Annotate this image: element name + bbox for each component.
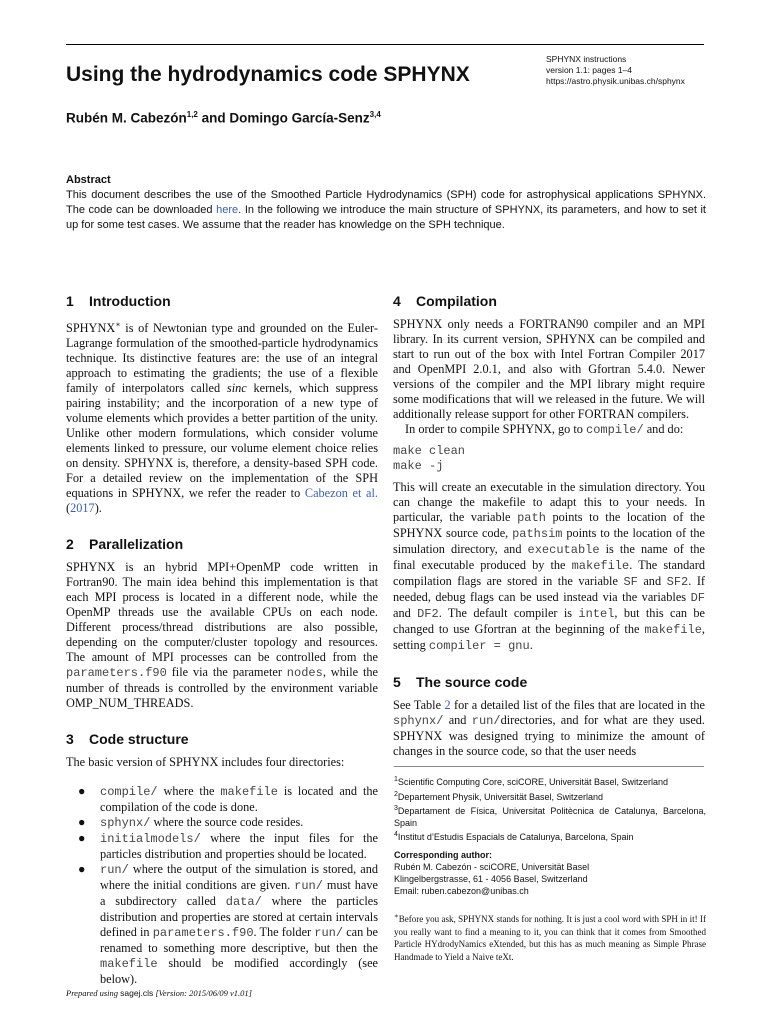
list-item: ● sphynx/ where the source code resides. [78, 815, 304, 831]
left-column [66, 294, 378, 987]
author-name: and Domingo García-Senz [197, 110, 370, 126]
affiliation: $^4$Institut d’Estudis Espacials de Catalunya, Barcelona, Spain [394, 831, 634, 842]
command-line: make clean [393, 444, 466, 458]
top-rule [66, 44, 704, 45]
structure-intro: The basic version of SPHYNX includes four directories: [66, 755, 345, 770]
abstract-body: This document describes the use of the Smoothed Particle Hydrodynamics (SPH) code for astrophysical applications SPHYNX. The code can be downloaded here. In the following we introduce the main structure of SPHYNX, its parameters, and how to set it up for some test cases. We assume that the reader has knowledge on the SPH technique. [66, 189, 706, 231]
corresponding-heading: Corresponding author: [394, 850, 492, 860]
corresponding-email[interactable]: Email: ruben.cabezon@unibas.ch [394, 886, 529, 896]
meta-line: SPHYNX instructions [546, 54, 627, 64]
affiliation: $^2$Departement Physik, Universität Basel, Switzerland [394, 790, 603, 802]
prepared-using-note: Prepared using sagej.cls [Version: 2015/06/09 v1.01] [66, 988, 252, 998]
parallel-paragraph: SPHYNX is an hybrid MPI+OpenMP code written in Fortran90. The main idea behind this implementation is that each MPI process is located in a different node, while the OpenMP threads use the available CPUs on each node. Different process/thread distributions are also possible, depending on the computer/cluster topology and resources. The amount of MPI processes can be controlled from the parameters.f90 file via the parameter nodes, while the number of threads is controlled by the environment variable OMP_NUM_THREADS. [66, 560, 378, 711]
download-link[interactable]: here [216, 204, 239, 216]
command-block [393, 444, 705, 474]
footnote: ∗Before you ask, SPHYNX stands for nothing. It is just a cool word with SPH in it! If you really want to find a meaning to it, you can think that it comes from Smoothed Particle HYdrodyNamics eXtended, but this has as much meaning as Simple Phrase Handmade to Yield a Naive teXt. [394, 912, 706, 962]
list-item: ● compile/ where the makefile is located and the compilation of the code is done. [78, 784, 378, 815]
corresponding-line: Rubén M. Cabezón - sciCORE, Universität Basel [394, 862, 590, 872]
author-list [66, 110, 381, 126]
affiliation: $^3$Departament de Física, Universitat Politècnica de Catalunya, Barcelona, Spain [394, 805, 706, 828]
intro-paragraph: SPHYNX∗ is of Newtonian type and grounded on the Euler-Lagrange formulation of the smoothed-particle hydrodynamics technique. Its distinctive features are: the use of an integral approach to estimating the gradients; the use of a flexible family of interpolators called sinc kernels, which suppress pairing instability; and the incorporation of a new type of volume elements which provides a better partition of the unity. Unlike other modern formulations, which consider volume elements linked to pressure, our volume element choice relies on density. SPHYNX is, therefore, a density-based SPH code. For a detailed review on the implementation of the SPH equations in SPHYNX, we refer the reader to Cabezon et al. (2017). [66, 320, 378, 516]
compilation-paragraph: SPHYNX only needs a FORTRAN90 compiler and an MPI library. In its current version, SPHYNX can be compiled and start to run out of the box with Intel Fortran Compiler 2017 and OpenMPI 2.0.1, and also with Gfortran 5.4.0. Newer versions of the compiler and the MPI library might require some modifications that will we released in the future. We will additionally release support for other FORTRAN compilers. [393, 317, 705, 421]
author-name: Rubén M. Cabezón [66, 110, 187, 126]
source-paragraph: See Table 2 for a detailed list of the files that are located in the sphynx/ and run/directories, and for what are they used. SPHYNX was designed trying to minimize the amount of changes in the source code, so that the user needs [393, 698, 706, 758]
section-heading-compilation: 4 Compilation [393, 293, 497, 309]
section-heading-parallelization: 2 Parallelization [66, 536, 184, 553]
affiliation: $^1$Scientific Computing Core, sciCORE, Universität Basel, Switzerland [394, 776, 669, 787]
paper-title: Using the hydrodynamics code SPHYNX [66, 63, 470, 86]
author-affil-sup: 3,4 [369, 110, 381, 119]
section-heading-introduction: 1 Introduction [66, 293, 171, 309]
command-line: make -j [393, 459, 444, 473]
citation-year-link[interactable]: 2017 [70, 501, 95, 516]
corresponding-author [394, 849, 706, 897]
compilation-paragraph: This will create an executable in the simulation directory. You can change the makefile to adapt this to your needs. In particular, the variable path points to the location of the SPHYNX source code, pathsim points to the location of the simulation directory, and executable is the name of the final executable produced by the makefile. The standard compilation flags are stored in the variable SF and SF2. If needed, debug flags can be used instead via the variables DF and DF2. The default compiler is intel, but this can be changed to use Gfortran at the beginning of the makefile, setting compiler = gnu. [393, 480, 706, 653]
directory-list [66, 784, 378, 987]
citation-link[interactable]: Cabezon et al. [304, 486, 378, 501]
author-affil-sup: 1,2 [186, 110, 198, 119]
table-ref-link[interactable]: 2 [444, 698, 451, 712]
abstract-heading: Abstract [66, 174, 111, 186]
compilation-paragraph: In order to compile SPHYNX, go to compile/ and do: [405, 422, 684, 437]
affiliations [394, 774, 706, 844]
footnote-rule [394, 766, 704, 767]
list-item: ● run/ where the output of the simulation is stored, and where the initial conditions are given. run/ must have a subdirectory called data/ where the particles distribution and properties are stored at certain intervals defined in parameters.f90. The folder run/ can be renamed to something more descriptive, but then the makefile should be modified accordingly (see below). [78, 862, 378, 987]
header-meta [546, 54, 685, 87]
section-heading-source-code: 5 The source code [393, 674, 528, 690]
meta-line: version 1.1: pages 1–4 [546, 65, 633, 75]
corresponding-line: Klingelbergstrasse, 61 - 4056 Basel, Switzerland [394, 874, 588, 884]
list-item: ● initialmodels/ where the input files for the particles distribution and properties should be located. [78, 831, 378, 862]
right-column [393, 294, 705, 759]
section-heading-code-structure: 3 Code structure [66, 731, 189, 748]
meta-url[interactable]: https://astro.physik.unibas.ch/sphynx [546, 76, 685, 86]
